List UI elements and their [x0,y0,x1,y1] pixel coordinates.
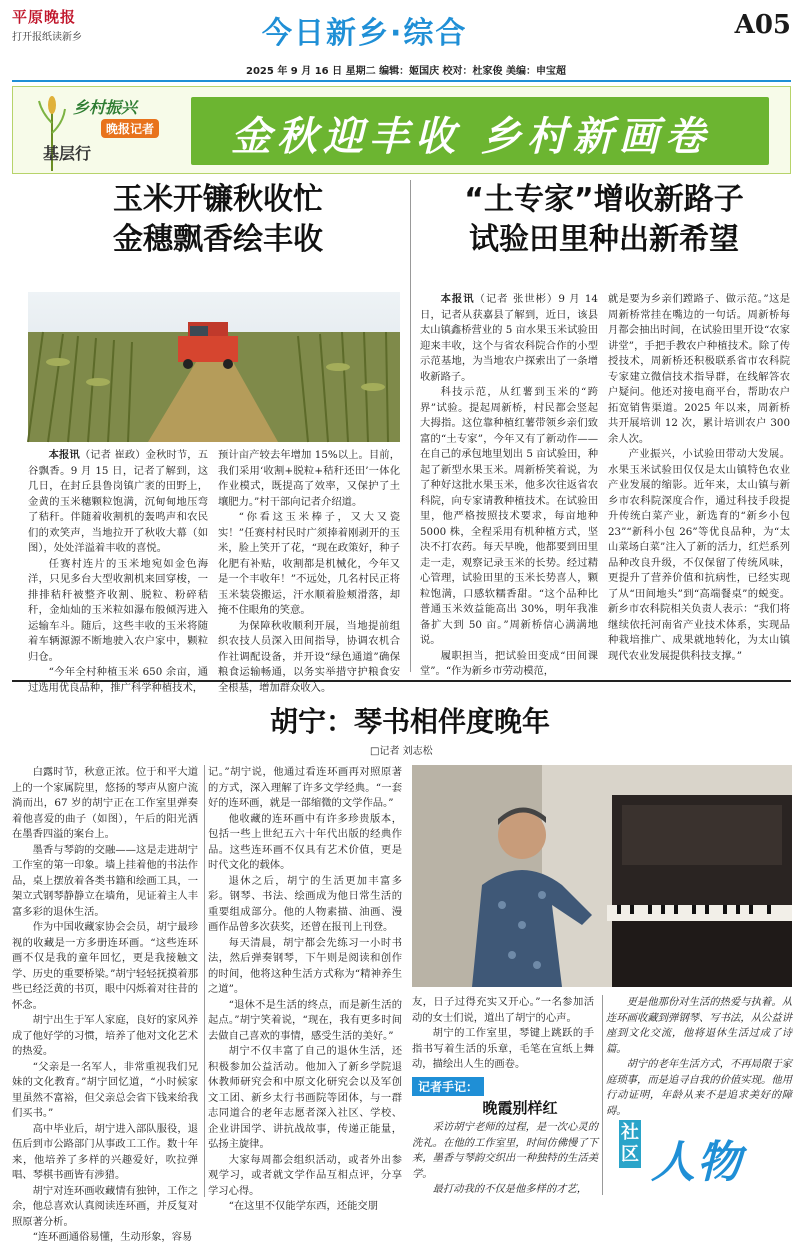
paragraph: 胡宁对连环画收藏情有独钟，工作之余，他总喜欢认真阅读连环画，并反复对照原著分析。 [12,1184,198,1228]
left-article-col2 [218,448,400,694]
corn-harvest-photo [28,292,400,442]
paragraph: 最打动我的不仅是他多样的才艺， [432,1183,588,1195]
byline: □记者 刘志松 [370,746,433,757]
right-headline [420,180,788,260]
community-people-badge [615,1120,791,1195]
right-article-col2 [608,292,790,672]
paragraph: “连环画通俗易懂，生动形象，容易 [32,1231,193,1243]
page-number: A05 [734,10,791,40]
paragraph: 大家每周都会组织活动，或者外出参观学习，或者就文学作品互相点评，分享学习心得。 [208,1153,402,1197]
masthead [0,0,803,82]
paragraph: 白露时节，秋意正浓。位于和平大道上的一个家属院里，悠扬的琴声从窗户流淌而出，67 岁的胡宁正在工作室里弹奏着他喜爱的曲子（如图），午后的阳光洒在墨香四溢的案台上。 [12,766,198,840]
paragraph: 胡宁不仅丰富了自己的退休生活，还积极参加公益活动。他加入了新乡学院退休教师研究会和中原文化研究会以及军创文工团、新乡太行书画院等团体，与一群志同道合的老年志愿者深入社区、学校、企业讲国学、讲抗战故事，传递正能量，弘扬主旋律。 [208,1045,402,1150]
paragraph: “你看这玉米棒子，又大又瓷实！”任赛村村民时广须捧着刚剥开的玉米，脸上笑开了花，“现在政策好，种子化肥有补贴，收割都是机械化，今年又是一个丰收年！”不远处，几名村民正将玉米装袋搬运，汗水顺着脸颊滑落，却掩不住眼角的笑意。 [218,511,400,616]
paragraph: 高中毕业后，胡宁进入部队服役，退伍后到市公路部门从事政工工作。数十年来，他培养了多样的兴趣爱好，吹拉弹唱、琴棋书画皆有涉猎。 [12,1122,198,1181]
dateline-lead: 本报讯 [48,449,80,461]
paragraph: （记者 张世彬）9 月 14 日，记者从获嘉县了解到，近日，该县太山镇鑫桥营业的 5 亩水果玉米试验田迎来丰收，这个与省农科院合作的小型示范基地，为当地农户探索出了一条增收新路子。 [420,293,598,383]
column-divider [410,180,411,672]
banner-headline-box [191,97,769,165]
column-divider [204,765,205,1197]
dateline: 2025 年 9 月 16 日 星期二 编辑：姬国庆 校对：杜家俊 美编：申宝超 [246,66,567,77]
paragraph: 胡宁出生于军人家庭，良好的家风养成了他好学的习惯，培养了他对文化艺术的热爱。 [12,1014,198,1057]
slogan: 打开报纸读新乡 [12,32,82,43]
paragraph: 任赛村连片的玉米地宛如金色海洋，只见多台大型收割机来回穿梭，一排排秸秆被整齐收割、脱粒、粉碎秸秆，金灿灿的玉米粒如瀑布般倾泻进入运输车斗。随后，这些丰收的玉米将随着车辆源源不断地驶入农户家中，颗粒归仓。 [28,557,208,663]
top-rule [12,80,791,82]
paragraph: 就是要为乡亲们蹚路子、做示范。”这是周新桥常挂在嘴边的一句话。周新桥每月都会抽出时间，在试验田里开设“农家讲堂”，手把手教农户种植技术。除了传授技术，周新桥还积极联系省市农科院专家建立微信技术指导群，在线解答农户疑问。他还对接电商平台，帮助农户拓宽销售渠道。2025 年以来，周新桥共开展培训 12 次，累计培训农户 300 余人次。 [608,293,790,445]
paragraph: 履职担当，把试验田变成“田间课堂”。“作为新乡市劳动模范， [420,649,598,677]
paragraph: （记者 崔政）金秋时节，五谷飘香。9 月 15 日，记者了解到，这几日，在封丘县鲁岗镇广袤的田野上，金黄的玉米穗颗粒饱满，沉甸甸地压弯了秸秆。伴随着收割机的轰鸣声和农民们的欢笑声，当地拉开了秋收大幕（如图），处处洋溢着丰收的喜悦。 [28,449,209,554]
banner-headline: 金秋迎丰收 乡村新画卷 [231,114,711,160]
paragraph: 为保障秋收顺利开展，当地提前组织农技人员深入田间指导，协调农机合作社调配设备，并开设“绿色通道”确保粮食运输畅通，以务实举措守护粮食安全根基，增加群众收入。 [218,619,400,694]
badge-title: 乡村振兴 [73,98,138,117]
section-divider [12,680,791,682]
paragraph: 胡宁的老年生活方式，不再局限于家庭琐事，而是追寻自我的价值实现。他用行动证明，年龄从来不是追求美好的障碍。 [606,1058,792,1117]
paragraph: 退休之后，胡宁的生活更加丰富多彩。钢琴、书法、绘画成为他日常生活的重要组成部分。他的人物素描、油画、漫画作品曾多次获奖，还曾在报刊上刊登。 [208,874,402,933]
paragraph: 科技示范，从红薯到玉米的“跨界”试验。提起周新桥，村民都会竖起大拇指。这位靠种植红薯带领乡亲们致富的“土专家”，今年又有了新动作——在自己的承包地里划出 5 亩试验田，种起了新型水果玉米。周新桥笑着说，为了种好这批水果玉米，他多次往返省农科院，向专家请教种植技术。在试验田里，他严格按照技术要求，每亩地种 5000 株，全程采用有机种植方式，坚决不打农药。每天早晚，他都要到田里走一走，观察记录玉米的长势。经过精心管理，试验田里的玉米长势喜人，颗粒饱满，口感软糯香甜。“这个品种比普通玉米效益能高出 30%，明年我准备扩大到 50 亩。”周新桥信心满满地说。 [420,386,598,646]
bottom-article-col3 [412,995,594,1073]
badge-reporter: 晚报记者 [101,119,159,138]
badge-community: 社区 [619,1120,641,1168]
newspaper-logo: 平原晚报 [12,8,77,26]
bottom-article-col1 [12,765,198,1243]
paragraph: 预计亩产较去年增加 15%以上。目前，我们采用‘收割+脱粒+秸秆还田’一体化作业模式，既提高了效率，又保护了土壤肥力。”村干部向记者介绍道。 [218,449,400,508]
column-badge [37,93,187,171]
left-headline [28,180,408,260]
piano-image [412,765,792,987]
reporter-note-label: 记者手记： [412,1077,484,1096]
paragraph: 友，日子过得充实又开心。”一名参加活动的女士们说，道出了胡宁的心声。 [412,996,594,1024]
column-divider [602,995,603,1195]
reporter-note-col2 [606,995,792,1117]
bottom-headline: 胡宁：琴书相伴度晚年 [269,705,550,738]
paragraph: “在这里不仅能学东西，还能交朋 [228,1200,379,1212]
badge-people: 人物 [651,1137,743,1188]
bottom-article-col2 [208,765,402,1212]
left-headline-line2: 金穗飘香绘丰收 [113,222,323,257]
paragraph: 作为中国收藏家协会会员，胡宁最珍视的收藏是一方多册连环画。“这些连环画不仅是我的童年回忆，更是我接触文学、历史的重要桥梁。”胡宁轻轻抚摸着那些已经泛黄的书页，眼中闪烁着对往昔的怀念。 [12,921,198,1011]
paragraph: “今年全村种植玉米 650 余亩，通过选用优良品种，推广科学种植技术， [28,666,208,694]
left-headline-line1: 玉米开镰秋收忙 [113,182,323,217]
section-banner [12,86,791,174]
right-article-col1 [420,292,598,677]
reporter-note-title: 晚霞别样红 [482,1099,558,1117]
badge-subtitle: 基层行 [43,144,92,163]
paragraph: 更是他那份对生活的热爱与执着。从连环画收藏到弹钢琴、写书法，从公益讲座到文化交流，他将退休生活过成了诗篇。 [606,996,792,1055]
dateline-lead: 本报讯 [440,293,475,305]
paragraph: 他收藏的连环画中有许多珍贵版本，包括一些上世纪五六十年代出版的经典作品。这些连环画不仅具有艺术价值，更是时代文化的载体。 [208,812,402,871]
left-article-col1 [28,448,209,694]
right-headline-line1: “土专家”增收新路子 [464,182,744,217]
paragraph: 墨香与琴韵的交融——这是走进胡宁工作室的第一印象。墙上挂着他的书法作品，桌上摆放着各类书籍和绘画工具，一架立式钢琴静静立在墙角，见证着主人丰富多彩的退休生活。 [12,843,198,918]
page-title: 今日新乡·综合 [262,16,468,51]
paragraph: “父亲是一名军人，非常重视我们兄妹的文化教育。”胡宁回忆道，“小时候家里虽然不富裕，但父亲总会省下钱来给我们买书。” [12,1060,198,1119]
paragraph: 每天清晨，胡宁都会先练习一小时书法，然后弹奏钢琴，下午则是阅读和创作的时间，他将这种生活方式称为“精神养生之道”。 [208,936,402,995]
right-headline-line2: 试验田里种出新希望 [469,222,739,257]
harvester-image [28,292,400,442]
paragraph: 产业振兴，小试验田带动大发展。水果玉米试验田仅仅是太山镇特色农业产业发展的缩影。近年来，太山镇与新乡市农科院深度合作，通过科技手段提升传统白菜产业，新选育的“新乡小包 23”“新科小包 26”等优良品种，为“太山菜场白菜”注入了新的活力，红烂系列品种改良升级，不仅保留了传统风味，更提升了营养价值和抗病性，已经实现了从“田间地头”到“高端餐桌”的蜕变。新乡市农科院相关负责人表示：“我们将继续依托河南省产业技术体系，实现品种栽培推广、成果就地转化，为太山镇现代农业发展提供科技支撑。” [608,448,790,662]
paragraph: “退休不是生活的终点，而是新生活的起点。”胡宁笑着说，“现在，我有更多时间去做自己喜欢的事情，感受生活的美好。” [208,998,402,1042]
paragraph: 记。”胡宁说，他通过看连环画再对照原著的方式，深入理解了许多文学经典。“一套好的连环画，就是一部缩微的文学作品。” [208,766,402,809]
piano-player-photo [412,765,792,987]
paragraph: 胡宁的工作室里，琴键上跳跃的手指书写着生活的乐章，毛笔在宣纸上舞动，描绘出人生的画卷。 [412,1027,594,1070]
paragraph: 采访胡宁老师的过程，是一次心灵的洗礼。在他的工作室里，时间仿佛慢了下来，墨香与琴韵交织出一种独特的生活美学。 [412,1121,598,1180]
reporter-note-col1 [412,1120,598,1198]
